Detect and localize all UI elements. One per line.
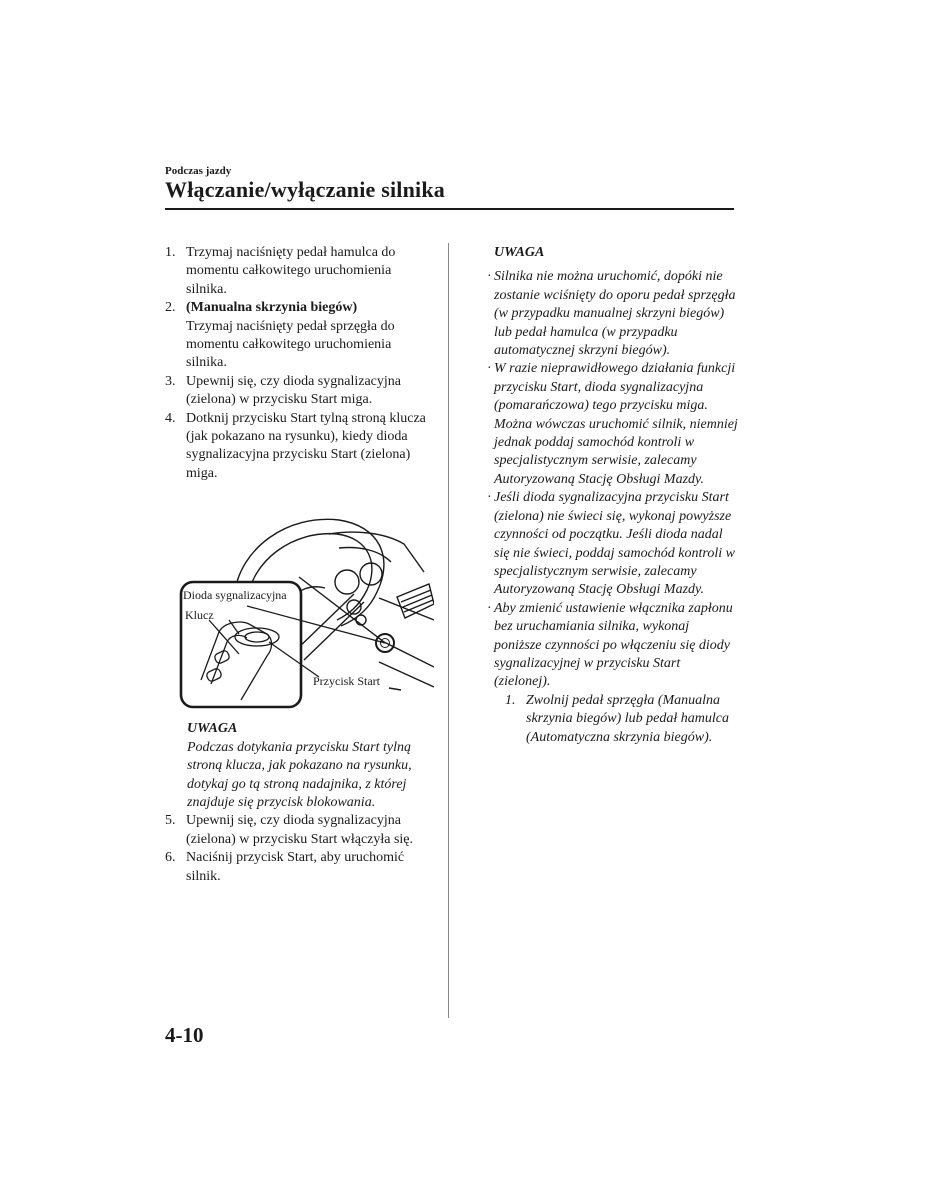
dashboard-drawing: [179, 502, 434, 710]
note-heading: UWAGA: [494, 245, 545, 260]
column-divider: [448, 243, 449, 1018]
page-title: Włączanie/wyłączanie silnika: [165, 177, 445, 202]
step-text: Upewnij się, czy dioda sygnalizacyjna (zielona) w przycisku Start włączyła się.: [186, 813, 414, 847]
note-box-left: [187, 720, 435, 812]
sub-step-1: [505, 692, 739, 747]
step-number: 3.: [165, 373, 176, 389]
step-1: [165, 244, 435, 299]
left-column: [165, 244, 435, 886]
note-bullet: [487, 360, 739, 489]
step-3: [165, 373, 435, 410]
bullet-text: Aby zmienić ustawienie włącznika zapłonu bez uruchamiania silnika, wykonaj poniższe czynności po włączeniu się diody sygnalizacyjnej w przycisku Start (zielonej).: [494, 600, 733, 690]
page-number: 4-10: [165, 1023, 204, 1047]
note-text: Podczas dotykania przycisku Start tylną stroną klucza, jak pokazano na rysunku, dotykaj go tą stroną nadajnika, z której znajduje się przycisk blokowania.: [187, 739, 412, 810]
step-text: Naciśnij przycisk Start, aby uruchomić silnik.: [186, 850, 405, 884]
bullet-text: Jeśli dioda sygnalizacyjna przycisku Start (zielona) nie świeci się, wykonaj powyższe czynności od początku. Jeśli dioda nadal się nie świeci, poddaj samochód kontroli w specjalistycznym serwisie, zalecamy Autoryzowaną Stację Obsługi Mazdy.: [494, 490, 735, 598]
step-number: 5.: [165, 813, 176, 829]
title-rule: [165, 208, 734, 210]
step-text: Trzymaj naciśnięty pedał sprzęgła do momentu całkowitego uruchomienia silnika.: [186, 318, 395, 371]
section-label: Podczas jazdy: [165, 165, 232, 177]
step-6: [165, 849, 435, 886]
label-key: Klucz: [185, 608, 214, 623]
label-start-button: Przycisk Start: [313, 674, 380, 689]
bullet-mark: ·: [487, 490, 492, 506]
step-number: 2.: [165, 300, 176, 316]
step-heading: (Manualna skrzynia biegów): [186, 300, 358, 316]
step-number: 6.: [165, 850, 176, 866]
bullet-text: Silnika nie można uruchomić, dopóki nie zostanie wciśnięty do oporu pedał sprzęgła (w przypadku manualnej skrzyni biegów) lub pedał hamulca (w przypadku automatycznej skrzyni biegów).: [494, 269, 736, 359]
label-diode: Dioda sygnalizacyjna: [183, 588, 287, 603]
bullet-mark: ·: [487, 600, 492, 616]
step-2: [165, 299, 435, 373]
right-column-note: [487, 244, 739, 747]
bullet-mark: ·: [487, 361, 492, 377]
step-text: Dotknij przycisku Start tylną stroną klucza (jak pokazano na rysunku), kiedy dioda sygnalizacyjna przycisku Start (zielona) miga.: [186, 410, 426, 481]
bullet-text: W razie nieprawidłowego działania funkcji przycisku Start, dioda sygnalizacyjna (pomarańczowa) tego przycisku miga. Można wówczas uruchomić silnik, niemniej jednak poddaj samochód kontroli w specjalistycznym serwisie, zalecamy Autoryzowaną Stację Obsługi Mazdy.: [494, 361, 738, 487]
step-text: Zwolnij pedał sprzęgła (Manualna skrzynia biegów) lub pedał hamulca (Automatyczna skrzynia biegów).: [526, 692, 729, 745]
step-4: [165, 410, 435, 484]
bullet-mark: ·: [487, 269, 492, 285]
start-button-illustration: [179, 502, 434, 710]
note-bullet: [487, 489, 739, 599]
step-number: 1.: [505, 692, 516, 708]
note-bullet: [487, 268, 739, 360]
step-number: 4.: [165, 410, 176, 426]
step-number: 1.: [165, 245, 176, 260]
note-bullet: [487, 600, 739, 692]
note-heading: UWAGA: [187, 721, 238, 737]
step-5: [165, 812, 435, 849]
step-text: Upewnij się, czy dioda sygnalizacyjna (zielona) w przycisku Start miga.: [186, 373, 401, 408]
step-text: Trzymaj naciśnięty pedał hamulca do momentu całkowitego uruchomienia silnika.: [186, 245, 396, 297]
